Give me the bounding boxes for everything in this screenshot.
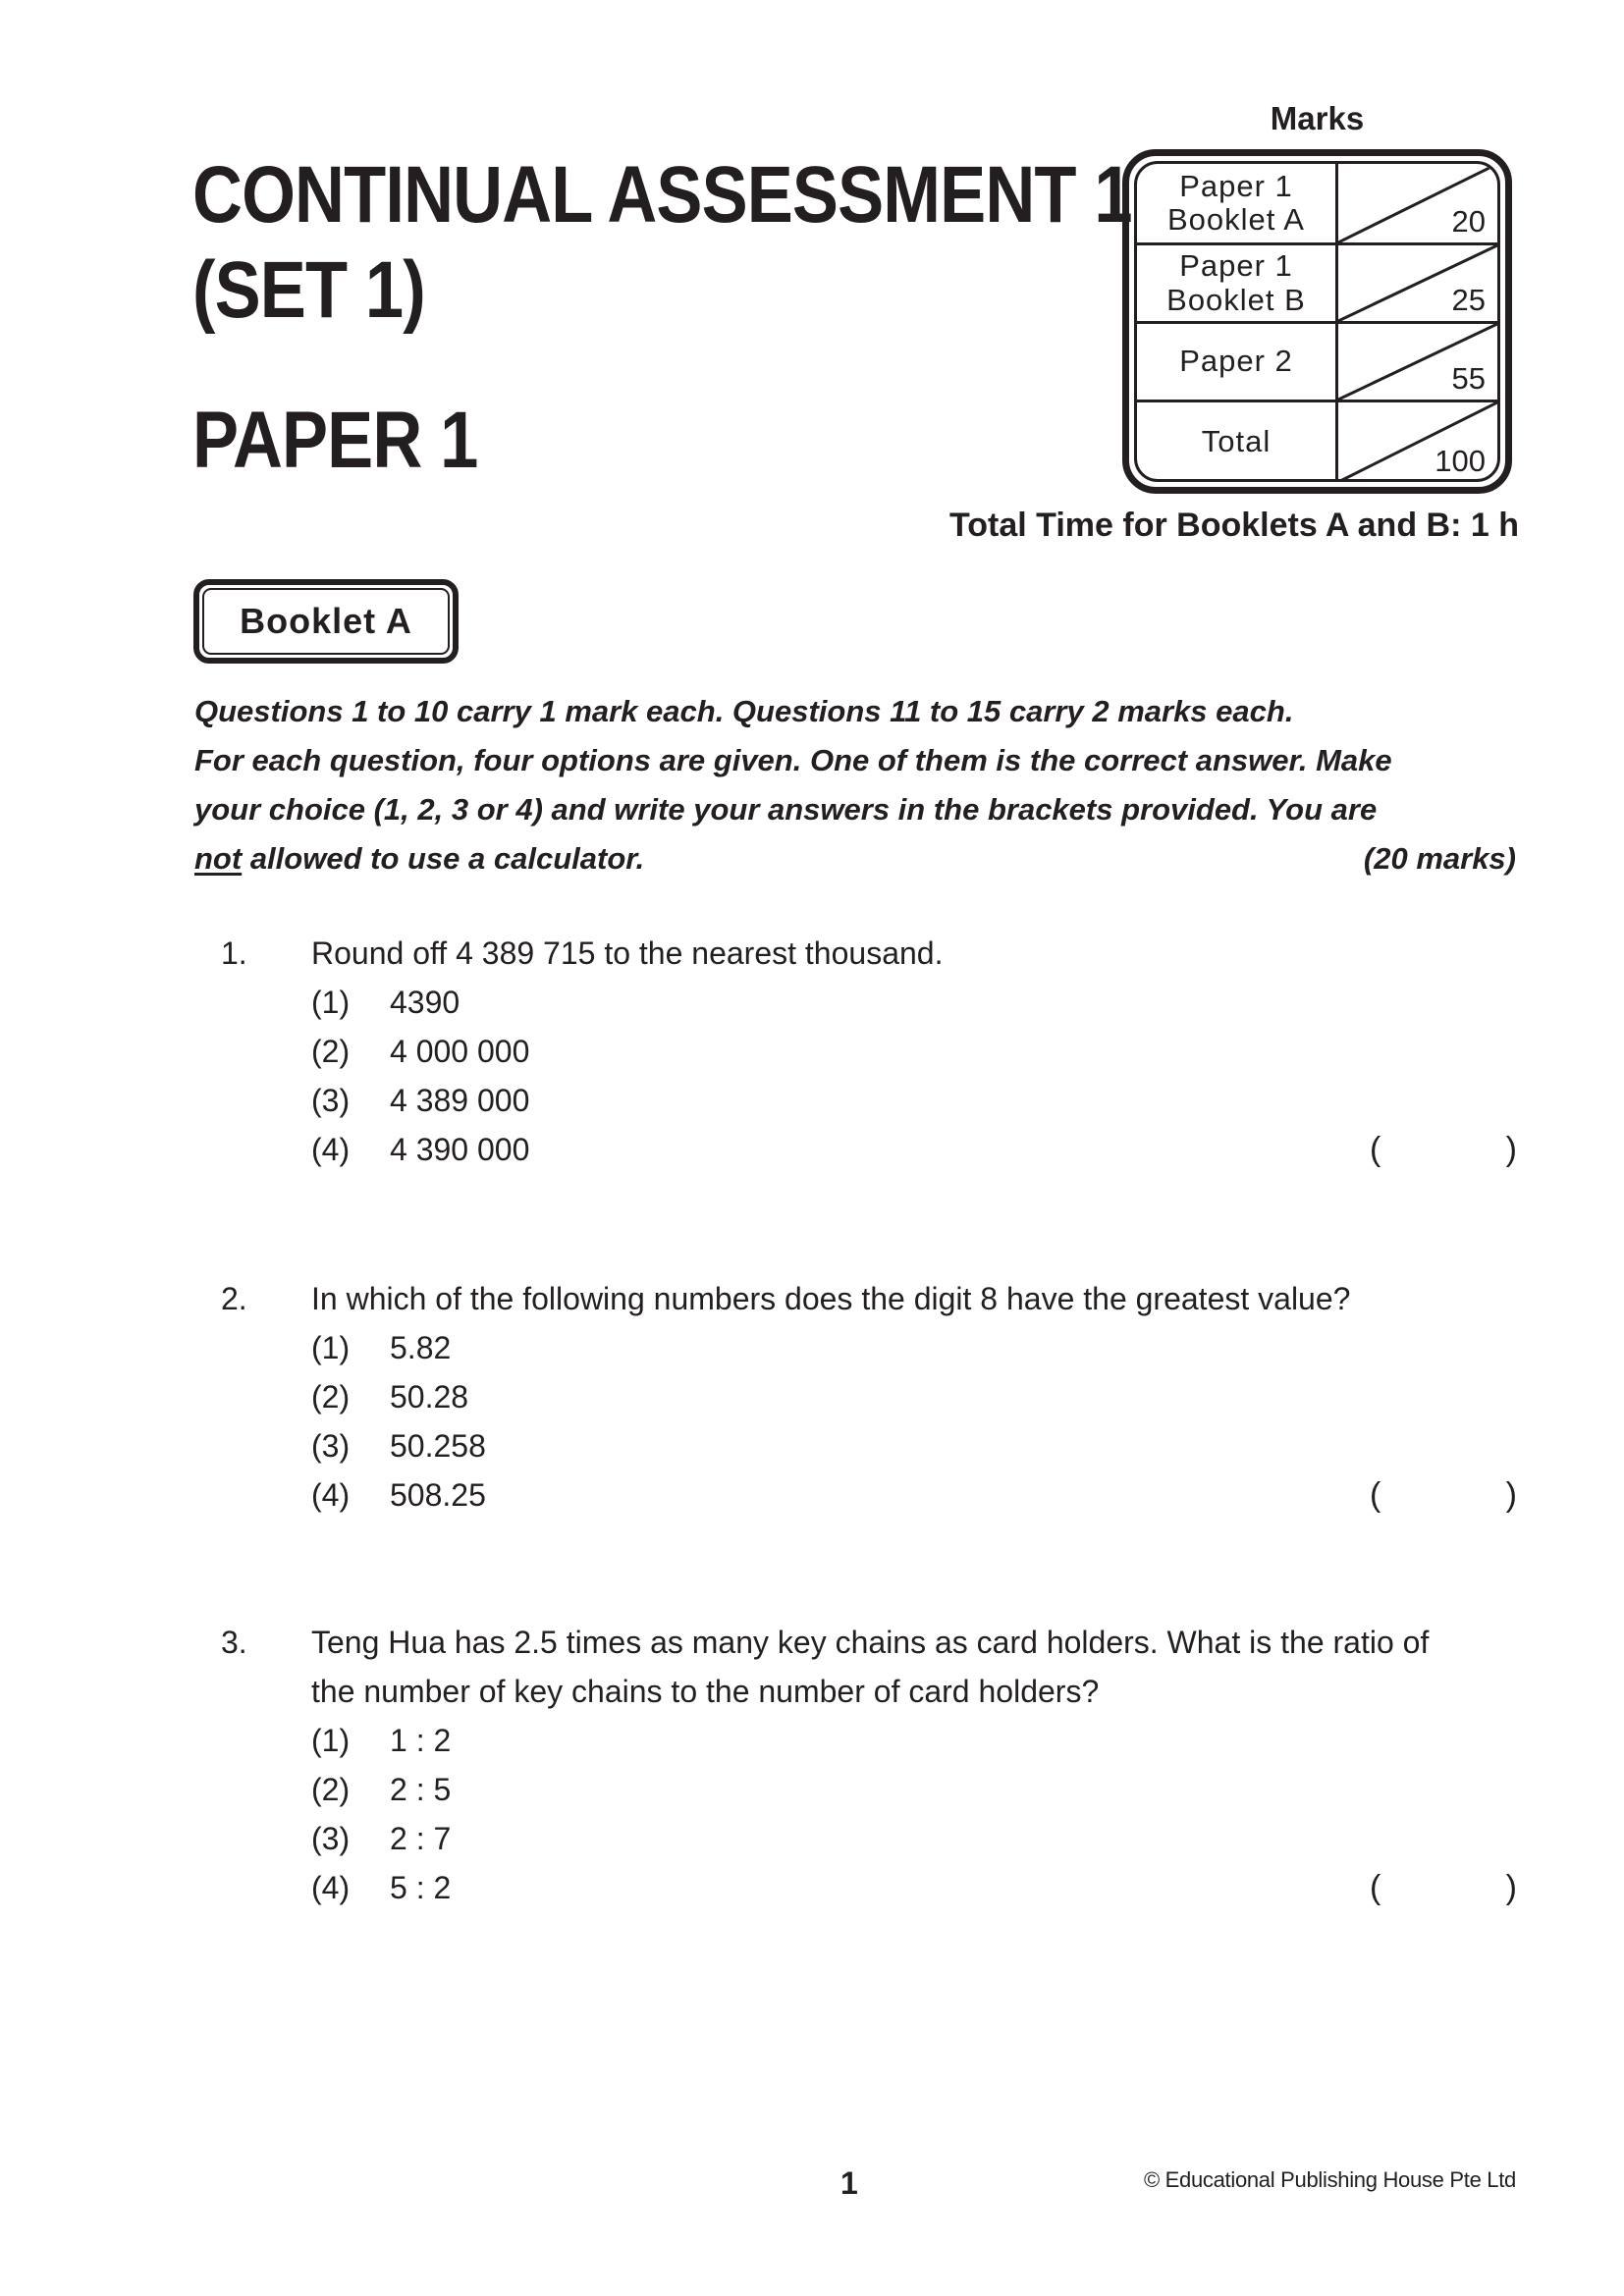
marks-max-value: 20 bbox=[1451, 204, 1486, 239]
answer-option: (2) 2 : 5 bbox=[311, 1772, 452, 1807]
copyright-notice: © Educational Publishing House Pte Ltd bbox=[1143, 2167, 1516, 2192]
answer-option: (2) 50.28 bbox=[311, 1379, 469, 1415]
answer-options bbox=[311, 1716, 1517, 1912]
instructions-line: your choice (1, 2, 3 or 4) and write your answers in the brackets provided. You are bbox=[194, 792, 1378, 827]
marks-row-label: Paper 1 Booklet B bbox=[1137, 245, 1338, 321]
answer-option: (1) 4390 bbox=[311, 985, 460, 1020]
marks-max-value: 25 bbox=[1451, 283, 1486, 317]
answer-field[interactable]: ( ) bbox=[1370, 1476, 1517, 1514]
marks-table bbox=[1134, 161, 1500, 482]
emphasis-not: not bbox=[194, 841, 243, 876]
instructions-line: Questions 1 to 10 carry 1 mark each. Questions 11 to 15 carry 2 marks each. bbox=[194, 694, 1294, 728]
answer-options bbox=[311, 978, 1517, 1174]
instructions-line: not allowed to use a calculator. (20 marks) bbox=[194, 834, 1516, 883]
answer-options bbox=[311, 1323, 1517, 1520]
question-number: 2. bbox=[221, 1281, 247, 1316]
marks-row-total bbox=[1137, 402, 1497, 482]
question-text: Teng Hua has 2.5 times as many key chains as card holders. What is the ratio of the number of key chains to the number of card holders? bbox=[311, 1625, 1430, 1709]
marks-score-cell[interactable] bbox=[1338, 245, 1497, 321]
total-time: Total Time for Booklets A and B: 1 h bbox=[949, 507, 1519, 544]
marks-row-label: Total bbox=[1137, 402, 1338, 482]
answer-option: (3) 2 : 7 bbox=[311, 1821, 452, 1856]
answer-option: (4) 5 : 2 ( ) bbox=[311, 1863, 1517, 1912]
page-title-line-2: (SET 1) bbox=[192, 245, 425, 335]
marks-max-value: 55 bbox=[1451, 361, 1486, 396]
question-3 bbox=[221, 1618, 1517, 1912]
marks-row-label: Paper 2 bbox=[1137, 324, 1338, 400]
page-title-line-1: CONTINUAL ASSESSMENT 1 bbox=[192, 150, 1132, 240]
question-number: 1. bbox=[221, 935, 247, 971]
marks-score-cell[interactable] bbox=[1338, 324, 1497, 400]
marks-row-paper-2 bbox=[1137, 324, 1497, 402]
instructions-line: For each question, four options are given. One of them is the correct answer. Make bbox=[194, 743, 1392, 777]
marks-score-cell[interactable] bbox=[1338, 402, 1497, 482]
marks-row-label: Paper 1 Booklet A bbox=[1137, 164, 1338, 242]
answer-field[interactable]: ( ) bbox=[1370, 1131, 1517, 1168]
answer-option: (4) 4 390 000 ( ) bbox=[311, 1125, 1517, 1174]
question-text: Round off 4 389 715 to the nearest thousand. bbox=[311, 935, 944, 971]
marks-row-booklet-a bbox=[1137, 164, 1497, 245]
question-1 bbox=[221, 929, 1517, 1174]
answer-option: (3) 50.258 bbox=[311, 1428, 486, 1464]
marks-row-booklet-b bbox=[1137, 245, 1497, 324]
marks-max-value: 100 bbox=[1435, 444, 1486, 478]
question-number: 3. bbox=[221, 1625, 247, 1660]
answer-option: (2) 4 000 000 bbox=[311, 1034, 530, 1069]
section-total-marks: (20 marks) bbox=[1363, 841, 1516, 876]
marks-score-cell[interactable] bbox=[1338, 164, 1497, 242]
section-label: Booklet A bbox=[202, 588, 450, 655]
answer-field[interactable]: ( ) bbox=[1370, 1869, 1517, 1906]
question-text: In which of the following numbers does the digit 8 have the greatest value? bbox=[311, 1281, 1351, 1316]
question-2 bbox=[221, 1274, 1517, 1520]
instructions bbox=[194, 687, 1516, 883]
page-number: 1 bbox=[840, 2165, 858, 2201]
marks-heading: Marks bbox=[1270, 100, 1365, 136]
paper-title: PAPER 1 bbox=[192, 396, 478, 485]
answer-option: (1) 1 : 2 bbox=[311, 1723, 452, 1758]
answer-option: (1) 5.82 bbox=[311, 1330, 452, 1365]
answer-option: (3) 4 389 000 bbox=[311, 1083, 530, 1118]
answer-option: (4) 508.25 ( ) bbox=[311, 1470, 1517, 1520]
